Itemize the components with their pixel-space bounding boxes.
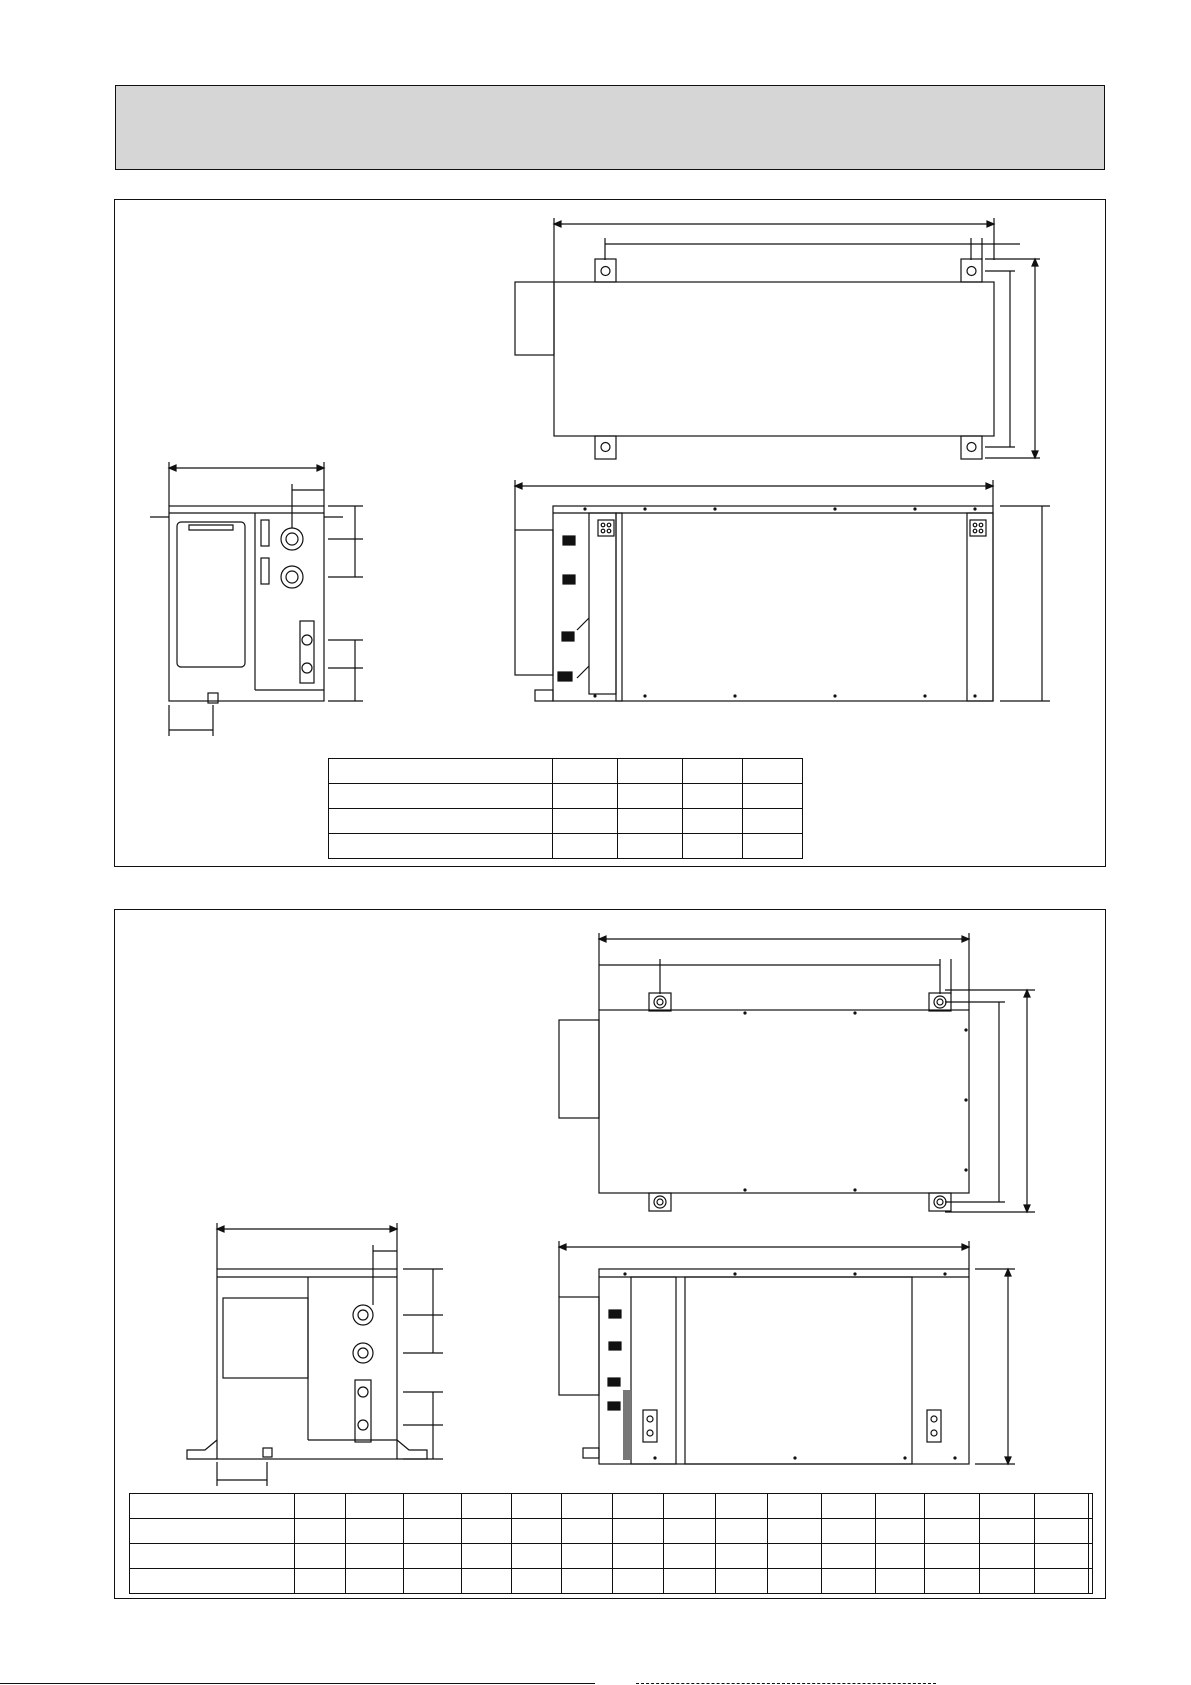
table-cell	[716, 1494, 768, 1519]
table-cell	[925, 1544, 980, 1569]
table-cell	[743, 809, 803, 834]
table-cell	[329, 834, 553, 859]
table-cell	[329, 809, 553, 834]
table-cell	[553, 784, 618, 809]
table-cell	[980, 1544, 1035, 1569]
table-cell	[876, 1494, 925, 1519]
table-cell	[295, 1494, 346, 1519]
table-cell	[130, 1544, 295, 1569]
table-row	[329, 759, 803, 784]
table-row	[130, 1494, 1093, 1519]
table-cell	[743, 784, 803, 809]
table-cell	[618, 784, 683, 809]
table-cell	[512, 1569, 562, 1594]
table-cell	[768, 1519, 822, 1544]
table-cell	[562, 1519, 613, 1544]
table-cell	[613, 1544, 664, 1569]
table-cell	[683, 759, 743, 784]
spec-table-1	[328, 758, 803, 859]
table-cell	[130, 1519, 295, 1544]
table-cell	[876, 1569, 925, 1594]
table-cell	[130, 1494, 295, 1519]
table-cell	[613, 1519, 664, 1544]
table-cell	[1035, 1519, 1089, 1544]
unit-panel-2	[114, 909, 1106, 1599]
table-row	[329, 784, 803, 809]
table-cell	[683, 784, 743, 809]
table-cell	[512, 1519, 562, 1544]
table-cell	[822, 1544, 876, 1569]
table-cell	[716, 1519, 768, 1544]
unit-1-end-view	[150, 462, 363, 736]
table-cell	[925, 1519, 980, 1544]
table-cell	[664, 1569, 716, 1594]
table-cell	[1089, 1494, 1093, 1519]
table-cell	[768, 1569, 822, 1594]
header-band	[115, 85, 1105, 170]
table-cell	[618, 759, 683, 784]
unit-2-top-view	[559, 933, 1035, 1212]
table-cell	[743, 834, 803, 859]
table-cell	[1035, 1494, 1089, 1519]
table-row	[130, 1519, 1093, 1544]
table-cell	[404, 1569, 462, 1594]
table-cell	[512, 1494, 562, 1519]
table-cell	[462, 1544, 512, 1569]
table-cell	[346, 1494, 404, 1519]
table-cell	[618, 809, 683, 834]
unit-1-side-view	[515, 480, 1050, 701]
table-cell	[553, 834, 618, 859]
table-cell	[664, 1519, 716, 1544]
table-cell	[562, 1494, 613, 1519]
table-row	[329, 809, 803, 834]
table-row	[130, 1569, 1093, 1594]
footer-rule-right	[636, 1683, 936, 1684]
unit-1-top-view	[515, 218, 1040, 459]
table-cell	[462, 1519, 512, 1544]
table-cell	[980, 1494, 1035, 1519]
table-cell	[329, 759, 553, 784]
table-row	[329, 834, 803, 859]
table-row	[130, 1544, 1093, 1569]
table-cell	[613, 1569, 664, 1594]
table-cell	[512, 1544, 562, 1569]
table-cell	[980, 1569, 1035, 1594]
table-cell	[822, 1494, 876, 1519]
table-cell	[822, 1569, 876, 1594]
table-cell	[925, 1569, 980, 1594]
footer-rule-left	[0, 1683, 595, 1684]
table-cell	[462, 1494, 512, 1519]
table-cell	[404, 1544, 462, 1569]
table-cell	[553, 809, 618, 834]
table-cell	[462, 1569, 512, 1594]
table-cell	[562, 1569, 613, 1594]
table-cell	[553, 759, 618, 784]
table-cell	[1035, 1544, 1089, 1569]
table-cell	[295, 1544, 346, 1569]
table-cell	[295, 1569, 346, 1594]
table-cell	[664, 1544, 716, 1569]
table-cell	[980, 1519, 1035, 1544]
table-cell	[664, 1494, 716, 1519]
table-cell	[1035, 1569, 1089, 1594]
unit-panel-1	[114, 199, 1106, 867]
table-cell	[876, 1544, 925, 1569]
table-cell	[683, 809, 743, 834]
table-cell	[562, 1544, 613, 1569]
table-cell	[768, 1494, 822, 1519]
table-cell	[346, 1519, 404, 1544]
table-cell	[822, 1519, 876, 1544]
table-cell	[1089, 1569, 1093, 1594]
table-cell	[716, 1569, 768, 1594]
table-cell	[404, 1519, 462, 1544]
table-cell	[130, 1569, 295, 1594]
table-cell	[925, 1494, 980, 1519]
table-cell	[743, 759, 803, 784]
table-cell	[295, 1519, 346, 1544]
table-cell	[683, 834, 743, 859]
table-cell	[1089, 1519, 1093, 1544]
table-cell	[329, 784, 553, 809]
table-cell	[768, 1544, 822, 1569]
unit-2-side-view	[559, 1241, 1015, 1464]
table-cell	[618, 834, 683, 859]
table-cell	[876, 1519, 925, 1544]
spec-table-2	[129, 1493, 1093, 1594]
table-cell	[1089, 1544, 1093, 1569]
table-cell	[613, 1494, 664, 1519]
table-cell	[716, 1544, 768, 1569]
table-cell	[404, 1494, 462, 1519]
table-cell	[346, 1569, 404, 1594]
unit-2-end-view	[187, 1223, 443, 1486]
table-cell	[346, 1544, 404, 1569]
